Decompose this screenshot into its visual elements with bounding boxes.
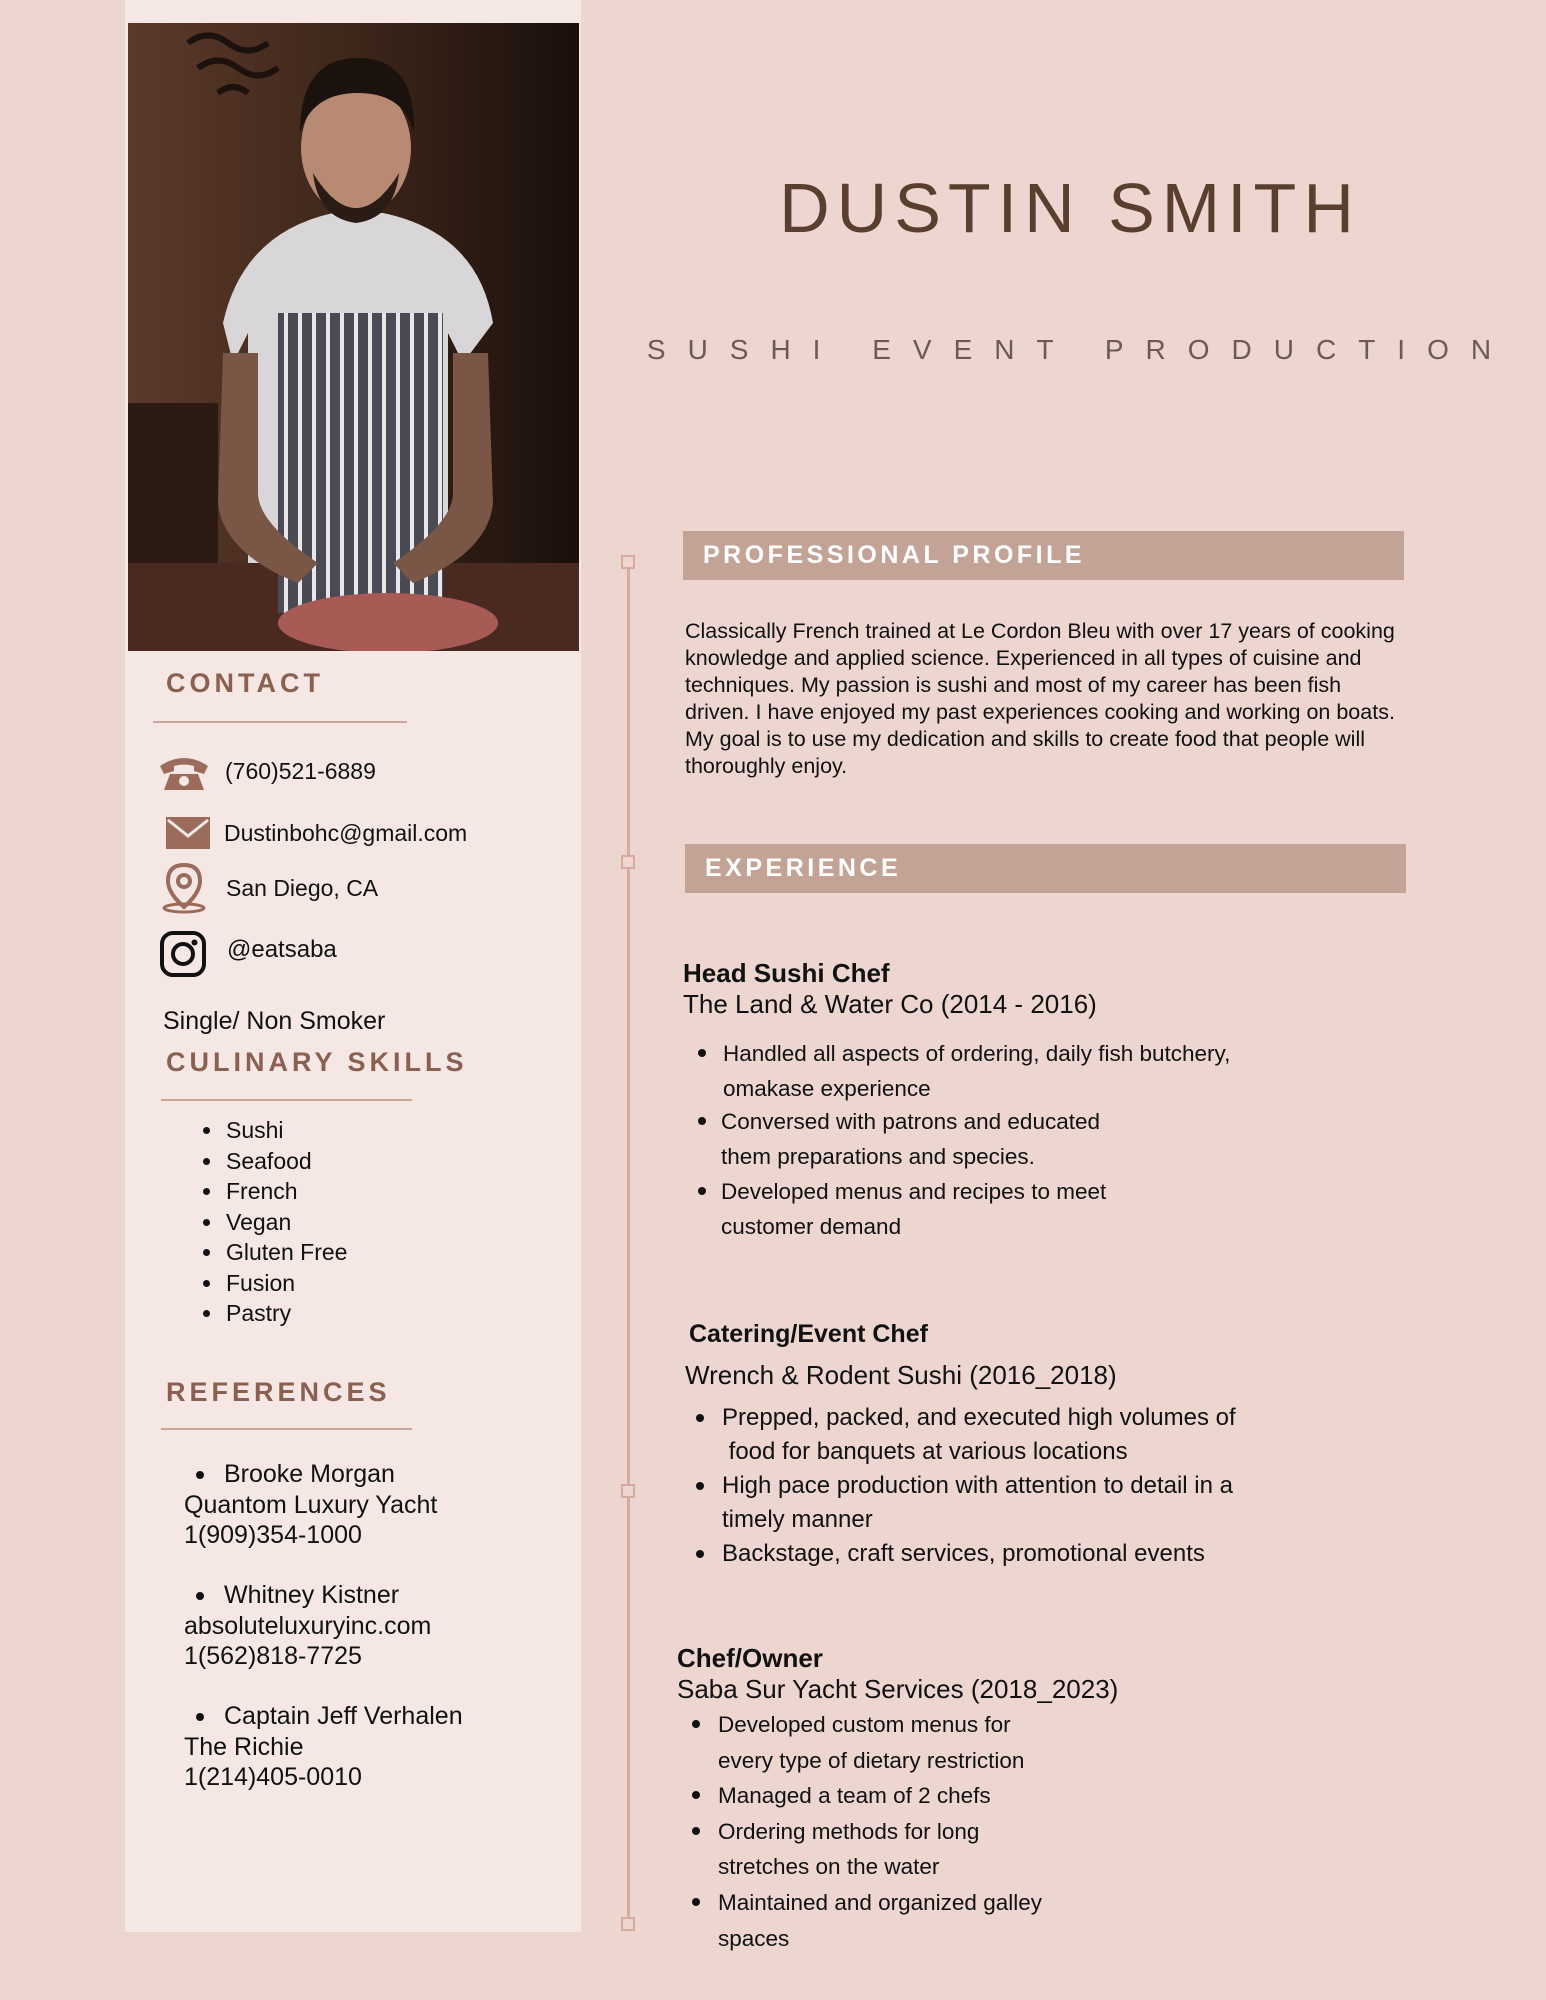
job-bullets — [686, 1401, 1236, 1571]
job-title: Catering/Event Chef — [689, 1320, 928, 1348]
references-divider — [161, 1428, 412, 1430]
job-company: Saba Sur Yacht Services (2018_2023) — [677, 1674, 1119, 1704]
profile-text: Classically French trained at Le Cordon Bleu with over 17 years of cooking knowledge and applied science. Experienced in all types of cuisine and techniques. My passion is sushi and most of my career has been fish driven. I have enjoyed my past experiences cooking and working on boats. My goal is to use my dedication and skills to create food that people will thoroughly enjoy. — [685, 619, 1395, 778]
job-bullet: Maintained and organized galley spaces — [682, 1885, 1042, 1956]
skill-item: • Gluten Free — [224, 1237, 347, 1268]
skill-item: • Vegan — [224, 1207, 347, 1238]
job-bullet: Managed a team of 2 chefs — [682, 1778, 1042, 1814]
skill-item: • Pastry — [224, 1298, 347, 1329]
timeline-node — [621, 855, 635, 869]
job-bullet: High pace production with attention to detail in a timely manner — [686, 1469, 1236, 1537]
email-icon — [166, 817, 210, 854]
reference-phone: 1(214)405-0010 — [184, 1763, 362, 1791]
job-bullet: Developed custom menus for every type of dietary restriction — [682, 1707, 1042, 1778]
skills-list — [196, 1115, 347, 1329]
reference-entry — [184, 1701, 463, 1793]
job-title: Head Sushi Chef — [683, 958, 890, 988]
job-bullet: Prepped, packed, and executed high volumes of food for banquets at various locations — [686, 1401, 1236, 1469]
references-heading: REFERENCES — [166, 1377, 391, 1407]
job-company: Wrench & Rodent Sushi (2016_2018) — [685, 1360, 1117, 1390]
profile-photo — [128, 23, 579, 651]
reference-org: absoluteluxuryinc.com — [184, 1611, 432, 1640]
reference-entry — [184, 1580, 431, 1672]
contact-heading: CONTACT — [166, 668, 324, 698]
chef-photo-illustration — [128, 23, 579, 651]
personal-status: Single/ Non Smoker — [163, 1007, 386, 1035]
skills-divider — [161, 1099, 412, 1101]
reference-name: Brooke Morgan — [184, 1459, 437, 1490]
skill-item: • French — [224, 1176, 347, 1207]
timeline-node — [621, 1917, 635, 1931]
reference-phone: 1(562)818-7725 — [184, 1642, 362, 1670]
job-bullets — [682, 1707, 1042, 1956]
job-title: Chef/Owner — [677, 1643, 823, 1673]
job-bullet: Ordering methods for long stretches on the water — [682, 1814, 1042, 1885]
reference-org: The Richie — [184, 1732, 304, 1761]
contact-divider — [153, 721, 407, 723]
reference-org: Quantom Luxury Yacht — [184, 1490, 438, 1519]
reference-entry — [184, 1459, 437, 1551]
reference-name: Captain Jeff Verhalen — [184, 1701, 463, 1732]
job-bullet: Developed menus and recipes to meet customer demand — [688, 1174, 1230, 1244]
contact-location: San Diego, CA — [226, 875, 379, 901]
job-bullet: Handled all aspects of ordering, daily fish butchery, omakase experience — [688, 1036, 1230, 1106]
skill-item: • Fusion — [224, 1268, 347, 1299]
contact-instagram[interactable]: @eatsaba — [227, 936, 337, 963]
location-pin-icon — [160, 862, 208, 919]
timeline-node — [621, 1484, 635, 1498]
timeline-node — [621, 555, 635, 569]
profile-heading: PROFESSIONAL PROFILE — [683, 531, 1404, 580]
job-bullet: Conversed with patrons and educated them preparations and species. — [688, 1104, 1230, 1174]
instagram-icon[interactable] — [159, 930, 207, 983]
skills-heading: CULINARY SKILLS — [166, 1047, 468, 1077]
skill-item: • Seafood — [224, 1146, 347, 1177]
skill-item: • Sushi — [224, 1115, 347, 1146]
job-bullets — [688, 1036, 1230, 1244]
reference-phone: 1(909)354-1000 — [184, 1521, 362, 1549]
contact-email[interactable]: Dustinbohc@gmail.com — [224, 820, 468, 846]
reference-name: Whitney Kistner — [184, 1580, 431, 1611]
contact-phone[interactable]: (760)521-6889 — [225, 758, 376, 784]
timeline-line — [627, 560, 630, 1924]
experience-heading: EXPERIENCE — [685, 844, 1406, 893]
job-company: The Land & Water Co (2014 - 2016) — [683, 989, 1097, 1019]
phone-icon — [158, 752, 210, 797]
candidate-name: DUSTIN SMITH — [779, 169, 1361, 247]
candidate-title: SUSHI EVENT PRODUCTION — [646, 334, 1514, 365]
job-bullet: Backstage, craft services, promotional events — [686, 1537, 1236, 1571]
